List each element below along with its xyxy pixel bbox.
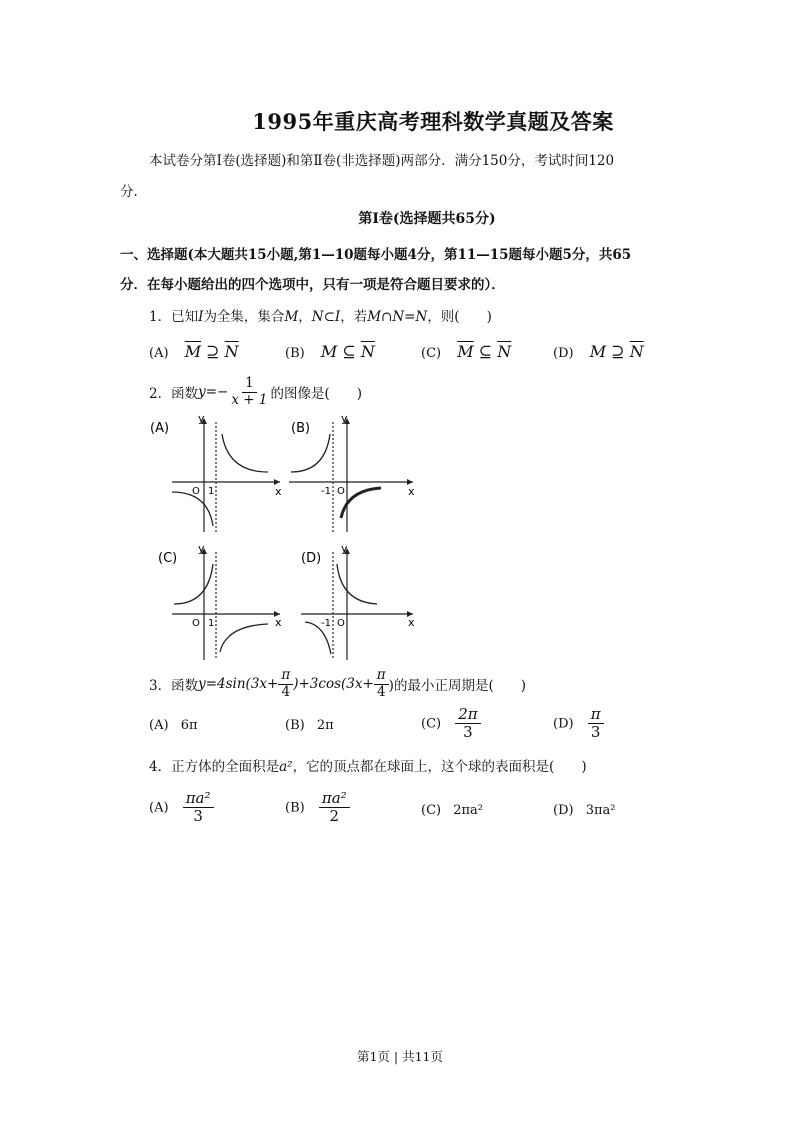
option-label: (D) (553, 716, 574, 732)
q1-set-i: I (198, 309, 204, 325)
q1-stem-f: ，则( ) (427, 309, 492, 325)
tick-label: -1 (321, 618, 331, 629)
q3-option-d[interactable] (553, 706, 604, 742)
x-label: x (275, 485, 282, 498)
curve-left (172, 492, 213, 526)
graph-label: (B) (291, 421, 311, 436)
q3-frac-1: $\frac{\pi}{4}$ (278, 668, 293, 700)
part1-line-2: 分．在每小题给出的四个选项中，只有一项是符合题目要求的）． (120, 277, 505, 293)
curve-right (337, 564, 377, 604)
option-expr: $\overline{M}$ ⊇ $\overline{N}$ (184, 342, 239, 361)
option-value: 3πa² (585, 803, 616, 818)
tick-label: -1 (321, 486, 331, 497)
option-label: (A) (149, 800, 169, 816)
option-label: (D) (553, 346, 574, 361)
option-fraction: $\frac{\pi}{3}$ (588, 706, 604, 742)
q1-set-m: M (284, 309, 299, 325)
q4-option-d[interactable] (553, 803, 616, 818)
option-fraction: $\frac{2\pi}{3}$ (455, 706, 480, 742)
q4-stem-b: ，它的顶点都在球面上，这个球的表面积是( ) (292, 759, 587, 775)
q2-stem-a: 2．函数 (149, 386, 199, 403)
option-label: (B) (285, 346, 305, 361)
q3-f1: y=4sin(3x+ (198, 676, 279, 693)
q2-graph-d[interactable] (285, 540, 425, 665)
x-label: x (408, 485, 415, 498)
q4-a2: a² (279, 759, 293, 775)
graph-label: (D) (301, 551, 322, 566)
option-label: (C) (421, 803, 442, 818)
y-label: y (198, 542, 205, 555)
option-label: (B) (285, 800, 305, 816)
y-label: y (198, 412, 205, 425)
part1-line-1: 一、选择题(本大题共15小题,第1—10题每小题4分，第11—15题每小题5分，共65 (120, 247, 632, 263)
option-label: (C) (421, 716, 442, 732)
q1-stem-b: 为全集，集合 (203, 309, 285, 325)
y-label: y (341, 542, 348, 555)
q2-stem-b: 的图像是( ) (270, 386, 362, 403)
q3-option-c[interactable] (421, 706, 481, 742)
q1-sep: ， (298, 309, 312, 325)
q1-option-b[interactable] (285, 342, 375, 361)
curve-left (291, 434, 330, 472)
q2-stem (149, 376, 362, 408)
y-label: y (341, 412, 348, 425)
q2-y-eq: y=− (198, 384, 229, 401)
x-label: x (275, 616, 282, 629)
graph-label: (A) (150, 421, 170, 436)
page-footer: 第1页 | 共11页 (356, 1049, 444, 1064)
q2-fraction: $\frac{1}{x + 1}$ (231, 375, 268, 408)
curve-right (220, 624, 268, 652)
q3-stem (149, 668, 526, 700)
q1-stem-a: 1．已知 (149, 309, 199, 325)
q1-set-i-2: I (334, 309, 341, 325)
page-title: 1995年重庆高考理科数学真题及答案 (252, 109, 614, 134)
q3-f2: )+3cos(3x+ (293, 676, 374, 693)
option-value: 6π (180, 718, 198, 733)
q3-stem-a: 3．函数 (149, 678, 199, 695)
q3-option-a[interactable] (149, 718, 198, 733)
option-fraction: $\frac{\text{πa²}}{3}$ (183, 790, 214, 826)
x-label: x (408, 616, 415, 629)
origin-label: O (337, 486, 345, 497)
option-label: (A) (149, 346, 169, 361)
origin-label: O (337, 618, 345, 629)
graph-label: (C) (158, 551, 178, 566)
q4-option-c[interactable] (421, 803, 483, 818)
section-heading: 第Ⅰ卷(选择题共65分) (358, 211, 496, 227)
q3-f3: )的最小正周期是( ) (388, 678, 526, 695)
q1-stem-d: ，若 (340, 309, 368, 325)
q4-stem (149, 755, 587, 775)
q1-option-c[interactable] (421, 342, 511, 361)
option-label: (B) (285, 718, 305, 733)
option-expr: M ⊇ $\overline{N}$ (589, 342, 644, 361)
q4-option-b[interactable] (285, 790, 350, 826)
q1-option-a[interactable] (149, 342, 239, 361)
q2-graph-a[interactable] (140, 410, 290, 540)
origin-label: O (192, 618, 200, 629)
option-label: (D) (553, 803, 574, 818)
tick-label: 1 (208, 486, 215, 497)
q1-condition: M∩N=N (367, 309, 428, 325)
q1-stem-c: N⊂ (311, 309, 335, 325)
option-label: (A) (149, 718, 169, 733)
q3-frac-2: $\frac{\pi}{4}$ (374, 668, 389, 700)
q4-stem-a: 4．正方体的全面积是 (149, 759, 280, 775)
q3-option-b[interactable] (285, 718, 334, 733)
intro-line-1: 本试卷分第Ⅰ卷(选择题)和第Ⅱ卷(非选择题)两部分．满分150分，考试时间120 (149, 153, 615, 169)
option-value: 2π (316, 718, 334, 733)
q1-stem (149, 305, 492, 325)
option-expr: $\overline{M}$ ⊆ $\overline{N}$ (457, 342, 512, 361)
q2-graph-c[interactable] (140, 540, 290, 665)
curve-left (174, 564, 213, 604)
option-expr: M ⊆ $\overline{N}$ (320, 342, 375, 361)
q1-option-d[interactable] (553, 342, 644, 361)
option-fraction: $\frac{\text{πa²}}{2}$ (319, 790, 350, 826)
q4-option-a[interactable] (149, 790, 214, 826)
tick-label: 1 (208, 618, 215, 629)
option-value: 2πa² (453, 803, 484, 818)
intro-line-2: 分. (120, 184, 138, 200)
curve-right (222, 434, 268, 472)
option-label: (C) (421, 346, 442, 361)
q2-graph-b[interactable] (285, 410, 425, 540)
origin-label: O (192, 486, 200, 497)
